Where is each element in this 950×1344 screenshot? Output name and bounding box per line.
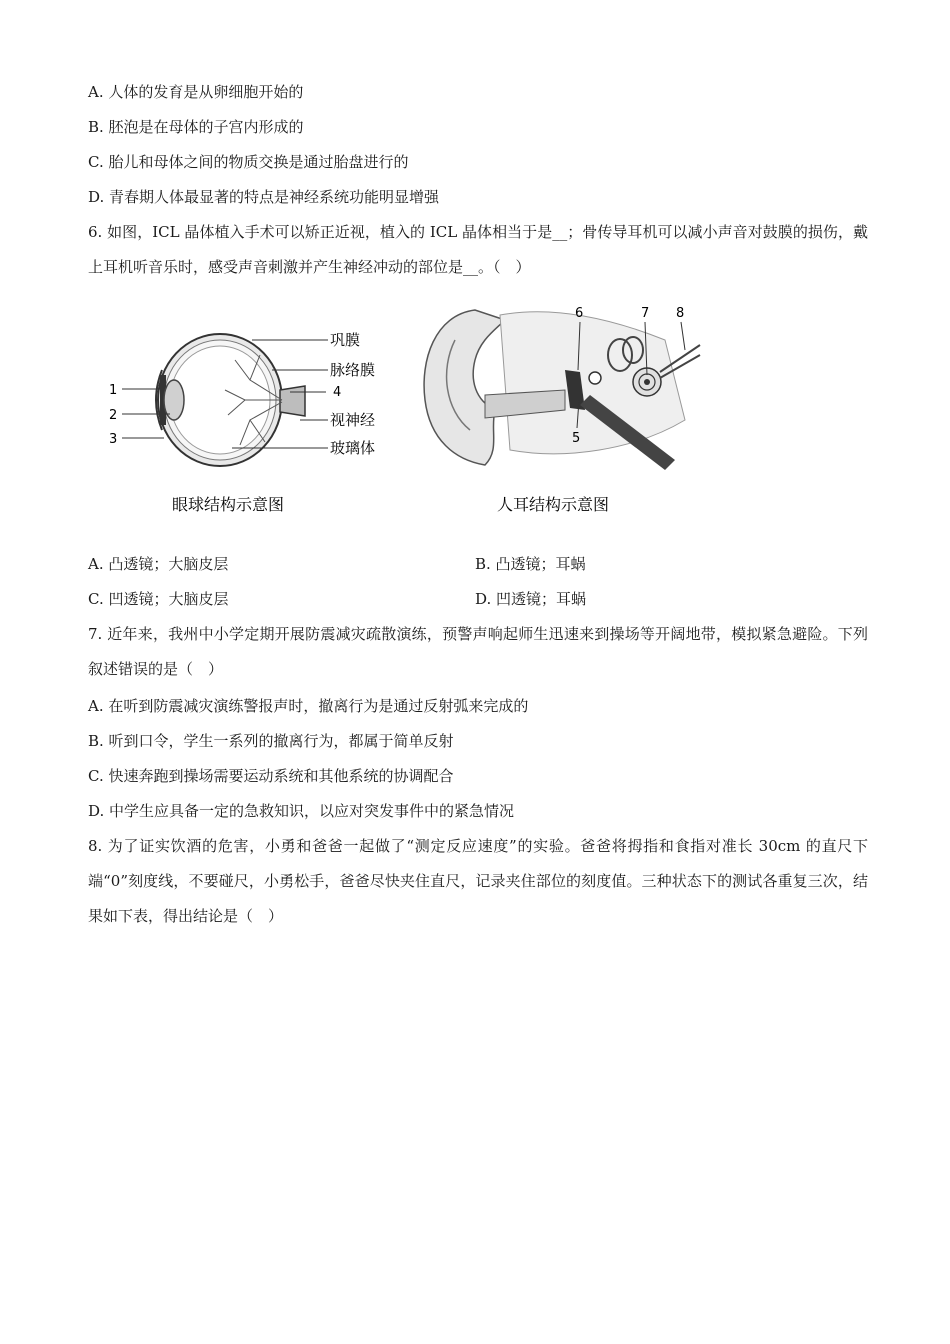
- ear-number-8: 8: [676, 306, 685, 321]
- ear-number-5: 5: [572, 431, 581, 446]
- q7-option-b: B. 听到口令，学生一系列的撤离行为，都属于简单反射: [88, 732, 454, 750]
- eye-label-choroid: 脉络膜: [330, 361, 376, 379]
- q6-option-c: C. 凹透镜；大脑皮层: [88, 590, 229, 608]
- ear-figure-caption: 人耳结构示意图: [497, 495, 610, 514]
- eye-structure-diagram: [100, 320, 400, 520]
- q6-stem: 6. 如图，ICL 晶体植入手术可以矫正近视，植入的 ICL 晶体相当于是__；骨传导耳机可以减小声音对鼓膜的损伤，戴上耳机听音乐时，感受声音刺激并产生神经冲动的部位是__。（ ）: [88, 223, 868, 276]
- eye-number-1: 1: [109, 383, 118, 398]
- eye-number-3: 3: [109, 432, 118, 447]
- q5-option-a: A. 人体的发育是从卵细胞开始的: [88, 83, 304, 101]
- eye-label-sclera: 巩膜: [330, 331, 361, 349]
- q6-option-b: B. 凸透镜；耳蜗: [475, 555, 586, 573]
- eye-number-4: 4: [333, 385, 342, 400]
- q7-option-c: C. 快速奔跑到操场需要运动系统和其他系统的协调配合: [88, 767, 454, 785]
- q8-stem: 8. 为了证实饮酒的危害，小勇和爸爸一起做了“测定反应速度”的实验。爸爸将拇指和食指对准长 30cm 的直尺下端“0”刻度线，不要碰尺，小勇松手，爸爸尽快夹住直尺，记录夹住部位的刻度值。三种状态下的测试各重复三次，结果如下表，得出结论是（ ）: [88, 837, 868, 925]
- eye-label-optic-nerve: 视神经: [330, 411, 376, 429]
- q5-option-b: B. 胚泡是在母体的子宫内形成的: [88, 118, 304, 136]
- eye-number-2: 2: [109, 408, 118, 423]
- q5-option-d: D. 青春期人体最显著的特点是神经系统功能明显增强: [88, 188, 440, 206]
- q7-option-a: A. 在听到防震减灾演练警报声时，撤离行为是通过反射弧来完成的: [88, 697, 529, 715]
- q6-option-a: A. 凸透镜；大脑皮层: [88, 555, 229, 573]
- q5-option-c: C. 胎儿和母体之间的物质交换是通过胎盘进行的: [88, 153, 409, 171]
- q6-option-d: D. 凹透镜；耳蜗: [475, 590, 587, 608]
- q7-option-d: D. 中学生应具备一定的急救知识，以应对突发事件中的紧急情况: [88, 802, 515, 820]
- ear-structure-diagram: [415, 300, 705, 520]
- ear-number-6: 6: [575, 306, 584, 321]
- q7-stem: 7. 近年来，我州中小学定期开展防震减灾疏散演练，预警声响起师生迅速来到操场等开阔地带，模拟紧急避险。下列叙述错误的是（ ）: [88, 625, 868, 678]
- eye-label-vitreous: 玻璃体: [330, 439, 376, 457]
- eye-figure-caption: 眼球结构示意图: [172, 495, 285, 514]
- ear-number-7: 7: [641, 306, 650, 321]
